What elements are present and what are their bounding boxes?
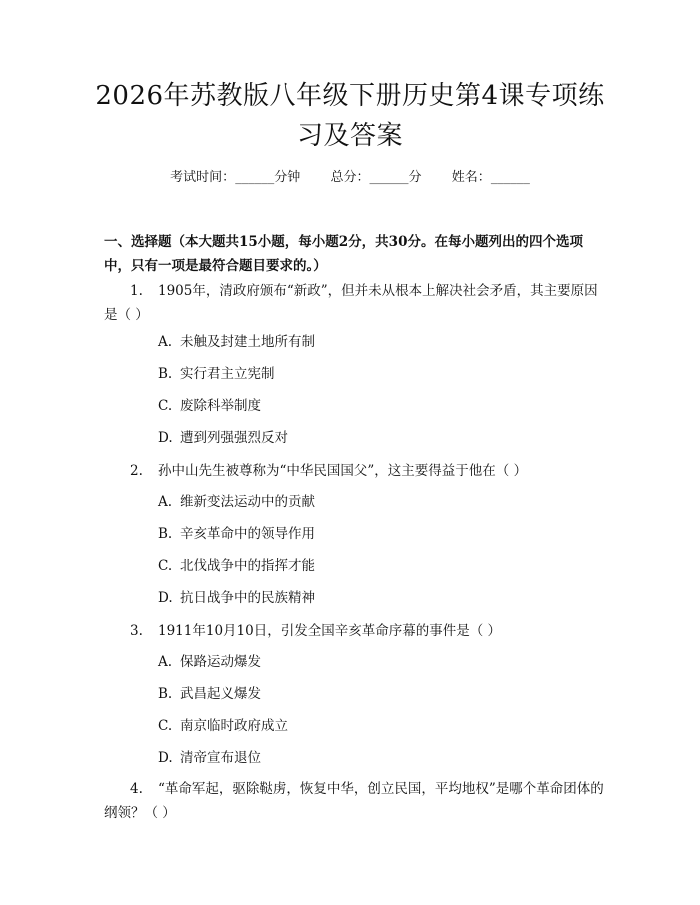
question-text: 1905年，清政府颁布“新政”，但并未从根本上解决社会矛盾，其主要原因是（ ） xyxy=(104,283,598,323)
option-1d xyxy=(158,427,598,449)
option-text: 废除科举制度 xyxy=(180,398,261,414)
option-2d xyxy=(158,587,598,609)
time-unit: 分钟 xyxy=(274,170,301,185)
question-number: 2. xyxy=(130,463,143,479)
option-text: 维新变法运动中的贡献 xyxy=(180,494,315,510)
question-number: 1. xyxy=(130,283,143,299)
option-text: 北伐战争中的指挥才能 xyxy=(180,558,315,574)
question-1 xyxy=(104,279,604,327)
option-1a xyxy=(158,331,598,353)
question-2 xyxy=(104,459,604,483)
name-blank: ______ xyxy=(490,170,530,185)
question-4 xyxy=(104,777,604,825)
option-3b xyxy=(158,683,598,705)
option-text: 遭到列强强烈反对 xyxy=(180,430,288,446)
question-3 xyxy=(104,619,604,643)
option-letter: A. xyxy=(158,334,173,350)
option-letter: C. xyxy=(158,558,173,574)
question-text: 1911年10月10日，引发全国辛亥革命序幕的事件是（ ） xyxy=(158,623,502,639)
option-text: 南京临时政府成立 xyxy=(180,718,288,734)
option-letter: D. xyxy=(158,430,173,446)
option-3c xyxy=(158,715,598,737)
name-label: 姓名： xyxy=(451,170,491,185)
option-2c xyxy=(158,555,598,577)
option-2a xyxy=(158,491,598,513)
question-number: 4. xyxy=(130,781,143,797)
score-unit: 分 xyxy=(408,170,422,185)
option-text: 抗日战争中的民族精神 xyxy=(180,590,315,606)
option-letter: A. xyxy=(158,494,173,510)
option-text: 未触及封建土地所有制 xyxy=(180,334,315,350)
option-3d xyxy=(158,747,598,769)
option-2b xyxy=(158,523,598,545)
question-text: 孙中山先生被尊称为“中华民国国父”，这主要得益于他在（ ） xyxy=(158,463,528,479)
option-text: 辛亥革命中的领导作用 xyxy=(180,526,315,542)
option-text: 武昌起义爆发 xyxy=(180,686,261,702)
option-letter: B. xyxy=(158,526,173,542)
option-letter: C. xyxy=(158,718,173,734)
exam-meta-line xyxy=(0,168,700,188)
option-letter: D. xyxy=(158,750,173,766)
option-text: 清帝宣布退位 xyxy=(180,750,261,766)
option-letter: C. xyxy=(158,398,173,414)
option-letter: A. xyxy=(158,654,173,670)
time-label: 考试时间： xyxy=(170,170,236,185)
option-letter: D. xyxy=(158,590,173,606)
option-3a xyxy=(158,651,598,673)
document-title: 2026年苏教版八年级下册历史第4课专项练习及答案 xyxy=(95,81,605,151)
option-text: 实行君主立宪制 xyxy=(180,366,275,382)
section-heading: 一、选择题（本大题共15小题，每小题2分，共30分。在每小题列出的四个选项中，只有一项是最符合题目要求的。） xyxy=(104,234,583,274)
score-label: 总分： xyxy=(330,170,370,185)
option-1c xyxy=(158,395,598,417)
score-blank: ______ xyxy=(369,170,409,185)
option-letter: B. xyxy=(158,366,173,382)
option-text: 保路运动爆发 xyxy=(180,654,261,670)
option-1b xyxy=(158,363,598,385)
time-blank: ______ xyxy=(235,170,275,185)
option-letter: B. xyxy=(158,686,173,702)
question-number: 3. xyxy=(130,623,143,639)
question-text: “革命军起，驱除鞑虏，恢复中华，创立民国，平均地权”是哪个革命团体的纲领？（ ） xyxy=(104,781,604,821)
